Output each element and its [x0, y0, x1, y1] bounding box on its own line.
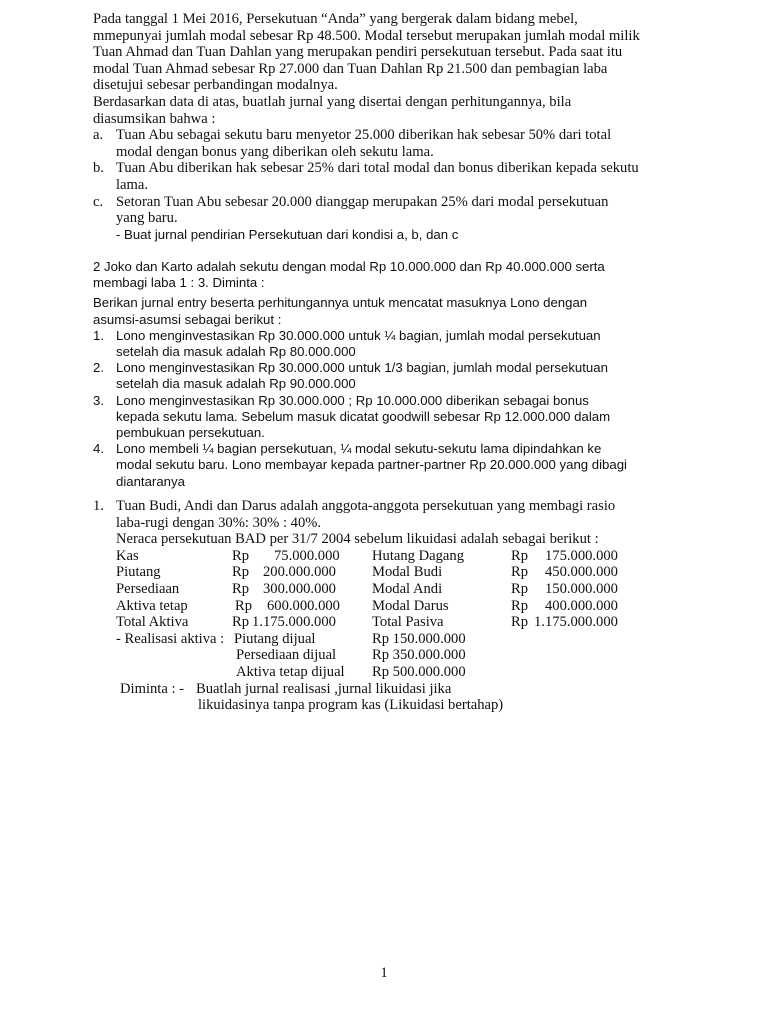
intro-line: Pada tanggal 1 Mei 2016, Persekutuan “Anda” yang bergerak dalam bidang mebel, — [93, 11, 578, 27]
realization-row — [93, 664, 693, 681]
asset-amount: 200.000.000 — [263, 564, 336, 581]
lead-line: asumsi-asumsi sebagai berikut : — [93, 311, 282, 327]
liability-label: Total Pasiva — [372, 614, 444, 631]
intro-line: disetujui sebesar perbandingan modalnya. — [93, 77, 338, 94]
balance-row — [93, 598, 693, 615]
item-line: Lono menginvestasikan Rp 30.000.000 untuk 1/3 bagian, jumlah modal persekutuan — [116, 360, 608, 376]
item-line: Lono menginvestasikan Rp 30.000.000 untuk ¼ bagian, jumlah modal persekutuan — [116, 327, 601, 343]
request-line: likuidasinya tanpa program kas (Likuidasi bertahap) — [198, 697, 504, 714]
list-item — [93, 160, 683, 193]
list-item — [93, 127, 683, 160]
lead-text — [93, 295, 675, 327]
asset-currency: Rp — [232, 614, 250, 631]
item-line: laba-rugi dengan 30%: 30% : 40%. — [116, 514, 322, 531]
item-line: kepada sekutu lama. Sebelum masuk dicatat goodwill sebesar Rp 12.000.000 dalam — [116, 408, 611, 424]
request-row — [93, 697, 693, 714]
balance-row — [93, 614, 693, 631]
item-line: setelah dia masuk adalah Rp 80.000.000 — [116, 344, 356, 360]
balance-row — [93, 581, 693, 598]
liability-currency: Rp — [511, 614, 529, 631]
list-marker: b. — [93, 160, 104, 177]
item-line: Neraca persekutuan BAD per 31/7 2004 sebelum likuidasi adalah sebagai berikut : — [116, 531, 599, 548]
item-line: Setoran Tuan Abu sebesar 20.000 dianggap merupakan 25% dari modal persekutuan — [116, 193, 609, 210]
list-item — [93, 194, 683, 227]
liability-label: Modal Budi — [372, 564, 443, 581]
balance-row — [93, 548, 693, 565]
liability-amount: 450.000.000 — [545, 564, 618, 581]
list-marker: 2. — [93, 360, 104, 376]
list-item — [93, 360, 675, 392]
intro-line: membagi laba 1 : 3. Diminta : — [93, 275, 265, 291]
asset-label: Piutang — [116, 564, 161, 581]
asset-amount: 1.175.000.000 — [252, 614, 336, 631]
realization-label: Persediaan dijual — [236, 647, 337, 664]
intro-line: 2 Joko dan Karto adalah sekutu dengan modal Rp 10.000.000 dan Rp 40.000.000 serta — [93, 259, 605, 274]
realization-lead: - Realisasi aktiva : — [116, 630, 225, 647]
intro-line: Tuan Ahmad dan Tuan Dahlan yang merupakan pendiri persekutuan tersebut. Pada saat itu — [93, 44, 623, 61]
intro-line: mmepunyai jumlah modal sebesar Rp 48.500. Modal tersebut merupakan jumlah modal milik — [93, 27, 640, 44]
realization-row — [93, 647, 693, 664]
item-line: lama. — [116, 176, 149, 193]
list-marker: 1. — [93, 327, 104, 343]
list-item — [93, 328, 675, 360]
item-line: Tuan Abu sebagai sekutu baru menyetor 25.000 diberikan hak sebesar 50% dari total — [116, 127, 612, 144]
intro-line: modal Tuan Ahmad sebesar Rp 27.000 dan Tuan Dahlan Rp 21.500 dan pembagian laba — [93, 60, 608, 77]
list-item — [93, 498, 693, 548]
task-note: - Buat jurnal pendirian Persekutuan dari kondisi a, b, dan c — [116, 226, 459, 242]
realization-label: Aktiva tetap dijual — [236, 663, 345, 680]
list-marker: 1. — [93, 498, 104, 514]
liability-amount: 400.000.000 — [545, 597, 618, 614]
realization-row — [93, 631, 693, 648]
list-marker: c. — [93, 193, 104, 210]
problem-1 — [93, 11, 683, 243]
list-marker: 4. — [93, 441, 104, 457]
asset-label: Total Aktiva — [116, 614, 189, 631]
liability-label: Hutang Dagang — [372, 547, 464, 564]
liability-currency: Rp — [511, 547, 529, 564]
item-line: setelah dia masuk adalah Rp 90.000.000 — [116, 376, 356, 392]
list-marker: a. — [93, 127, 104, 144]
asset-currency: Rp — [232, 547, 250, 564]
liability-currency: Rp — [511, 564, 529, 581]
item-line: diantaranya — [116, 473, 185, 489]
asset-currency: Rp — [232, 580, 250, 597]
liability-label: Modal Andi — [372, 580, 443, 597]
lead-line: Berikan jurnal entry beserta perhitungannya untuk mencatat masuknya Lono dengan — [93, 295, 588, 311]
task-request — [93, 681, 693, 714]
realization-value: Rp 350.000.000 — [372, 647, 466, 664]
list-item — [93, 441, 675, 490]
liability-currency: Rp — [511, 580, 529, 597]
item-line: pembukuan persekutuan. — [116, 425, 265, 441]
asset-amount: 75.000.000 — [274, 547, 340, 564]
request-line: Buatlah jurnal realisasi ,jurnal likuidasi jika — [196, 680, 452, 697]
problem-3 — [93, 498, 693, 714]
list-marker: 3. — [93, 392, 104, 408]
item-line: Lono membeli ¼ bagian persekutuan, ¼ modal sekutu-sekutu lama dipindahkan ke — [116, 441, 602, 457]
asset-label: Persediaan — [116, 580, 180, 597]
item-line: modal dengan bonus yang diberikan oleh sekutu lama. — [116, 143, 434, 160]
asset-amount: 300.000.000 — [263, 580, 336, 597]
request-row — [93, 681, 693, 698]
list-item — [93, 393, 675, 442]
realization-label: Piutang dijual — [234, 630, 316, 647]
asset-label: Aktiva tetap — [116, 597, 188, 614]
liability-amount: 175.000.000 — [545, 547, 618, 564]
asset-amount: 600.000.000 — [267, 597, 340, 614]
asset-currency: Rp — [232, 564, 250, 581]
asset-realization — [93, 631, 693, 681]
realization-value: Rp 150.000.000 — [372, 630, 466, 647]
page-number: 1 — [380, 965, 388, 981]
item-line: Lono menginvestasikan Rp 30.000.000 ; Rp 10.000.000 diberikan sebagai bonus — [116, 392, 589, 408]
liability-amount: 1.175.000.000 — [534, 614, 618, 631]
intro-line: diasumsikan bahwa : — [93, 110, 216, 127]
request-label: Diminta : - — [120, 680, 185, 697]
liability-currency: Rp — [511, 597, 529, 614]
item-line: modal sekutu baru. Lono membayar kepada partner-partner Rp 20.000.000 yang dibagi — [116, 457, 627, 473]
liability-label: Modal Darus — [372, 597, 449, 614]
asset-label: Kas — [116, 547, 139, 564]
balance-sheet — [93, 548, 693, 631]
item-line: Tuan Abu diberikan hak sebesar 25% dari total modal dan bonus diberikan kepada sekutu — [116, 160, 639, 177]
item-line: Tuan Budi, Andi dan Darus adalah anggota-anggota persekutuan yang membagi rasio — [116, 498, 616, 514]
intro-line: Berdasarkan data di atas, buatlah jurnal yang disertai dengan perhitungannya, bila — [93, 93, 572, 110]
balance-row — [93, 564, 693, 581]
problem-2 — [93, 259, 675, 490]
realization-value: Rp 500.000.000 — [372, 663, 466, 680]
asset-currency: Rp — [235, 597, 253, 614]
liability-amount: 150.000.000 — [545, 580, 618, 597]
item-line: yang baru. — [116, 210, 178, 227]
